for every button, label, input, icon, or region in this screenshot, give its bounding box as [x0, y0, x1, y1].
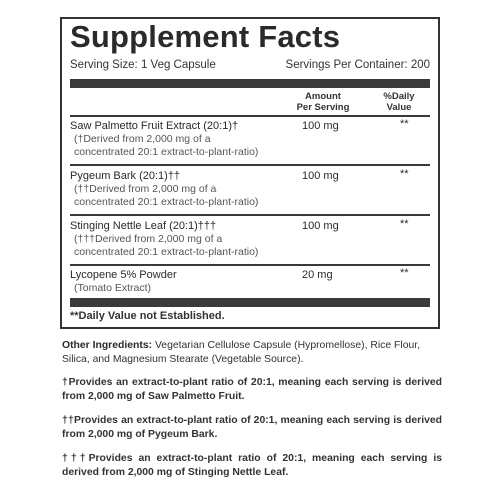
ingredient-daily-value: **: [400, 218, 409, 230]
header-rule: [70, 115, 430, 117]
ingredient-description: (†Derived from 2,000 mg of a concentrated 20:1 extract-to-plant-ratio): [74, 133, 259, 158]
ingredient-name: Lycopene 5% Powder: [70, 269, 177, 281]
other-ingredients-label: Other Ingredients:: [62, 340, 153, 351]
ingredient-description: (Tomato Extract): [74, 282, 152, 294]
panel-title: Supplement Facts: [70, 19, 341, 54]
ingredient-amount: 100 mg: [302, 220, 339, 232]
ingredient-amount: 100 mg: [302, 170, 339, 182]
ingredient-daily-value: **: [400, 267, 409, 279]
ingredient-amount: 100 mg: [302, 120, 339, 132]
bottom-thick-bar: [70, 298, 430, 307]
supplement-facts-panel: [60, 17, 440, 329]
ratio-note-saw-palmetto: †Provides an extract-to-plant ratio of 20:1, meaning each serving is derived from 2,000 mg of Saw Palmetto Fruit.: [62, 377, 442, 402]
ingredient-daily-value: **: [400, 118, 409, 130]
row-rule: [70, 164, 430, 166]
row-rule: [70, 214, 430, 216]
ingredient-description: (†††Derived from 2,000 mg of a concentrated 20:1 extract-to-plant-ratio): [74, 233, 259, 258]
top-thick-bar: [70, 79, 430, 88]
ingredient-daily-value: **: [400, 168, 409, 180]
ingredient-name: Pygeum Bark (20:1)††: [70, 170, 181, 182]
serving-info: [70, 59, 430, 73]
ingredient-name: Saw Palmetto Fruit Extract (20:1)†: [70, 120, 239, 132]
ratio-note-pygeum: ††Provides an extract-to-plant ratio of 20:1, meaning each serving is derived from 2,000 mg of Pygeum Bark.: [62, 415, 442, 440]
ingredient-name: Stinging Nettle Leaf (20:1)†††: [70, 220, 217, 232]
ingredient-amount: 20 mg: [302, 269, 333, 281]
daily-value-column-header: %Daily Value: [383, 91, 415, 113]
row-rule: [70, 264, 430, 266]
ingredient-description: (††Derived from 2,000 mg of a concentrated 20:1 extract-to-plant-ratio): [74, 183, 259, 208]
daily-value-footnote: **Daily Value not Established.: [70, 310, 225, 322]
amount-column-header: Amount Per Serving: [296, 91, 350, 113]
ratio-note-stinging-nettle: †††Provides an extract-to-plant ratio of 20:1, meaning each serving is derived from 2,000 mg of Stinging Nettle Leaf.: [62, 453, 442, 478]
other-ingredients: [62, 339, 442, 367]
servings-per-container: Servings Per Container: 200: [285, 59, 430, 71]
serving-size: Serving Size: 1 Veg Capsule: [70, 59, 216, 71]
other-ingredients-text: Vegetarian Cellulose Capsule (Hypromellose), Rice Flour, Silica, and Magnesium Stearate (Vegetable Source).: [62, 340, 421, 365]
